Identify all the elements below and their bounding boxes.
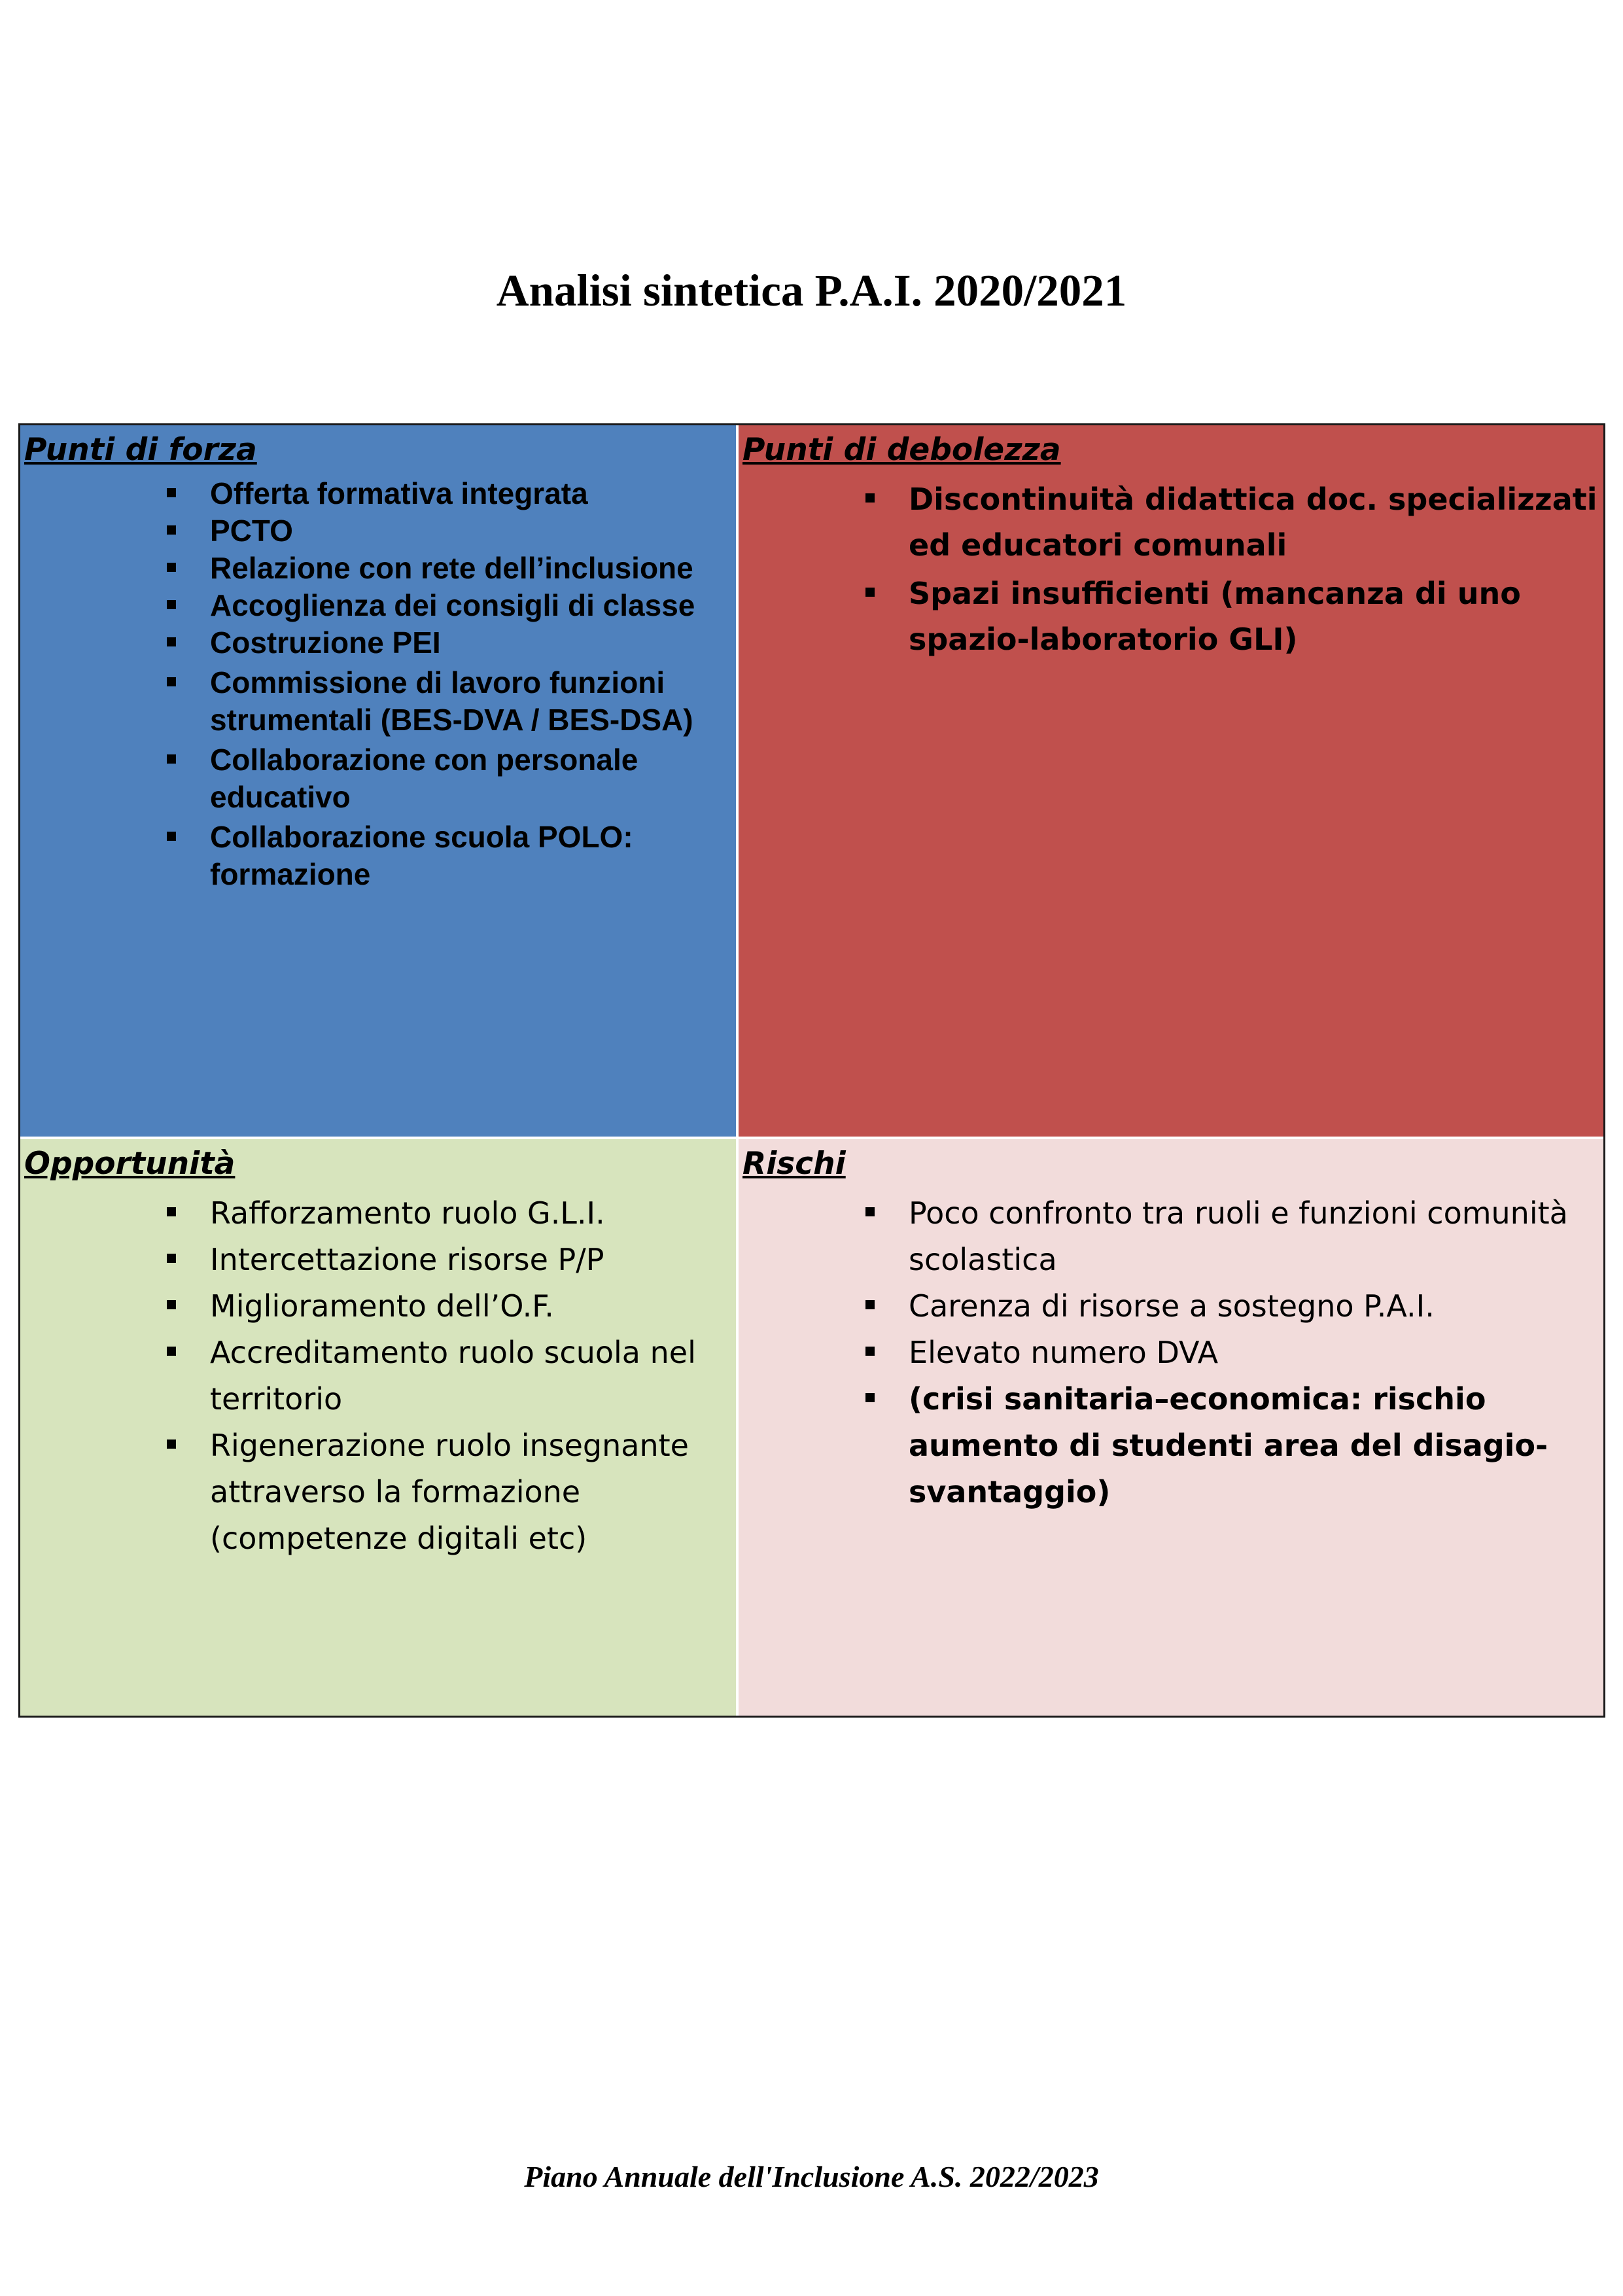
list-item: Collaborazione scuola POLO: formazione [167,819,729,893]
list-item: Collaborazione con personale educativo [167,741,729,816]
threats-list [865,1190,1603,1515]
threats-quadrant [739,1139,1603,1716]
list-item: Elevato numero DVA [865,1330,1603,1376]
list-item: Relazione con rete dell’inclusione [167,550,729,587]
list-item: Commissione di lavoro funzioni strumentali (BES-DVA / BES-DSA) [167,664,729,739]
opportunities-heading: Opportunità [24,1146,236,1182]
list-item: Spazi insufficienti (mancanza di uno spazio-laboratorio GLI) [865,571,1603,662]
swot-table [18,423,1605,1718]
strengths-quadrant [20,425,736,1137]
list-item: (crisi sanitaria–economica: rischio aumento di studenti area del disagio-svantaggio) [865,1376,1603,1515]
opportunities-list [167,1190,729,1562]
strengths-list [167,475,729,893]
opportunities-quadrant [20,1139,736,1716]
weaknesses-heading: Punti di debolezza [742,432,1061,468]
strengths-heading: Punti di forza [24,432,257,468]
list-item: Carenza di risorse a sostegno P.A.I. [865,1283,1603,1330]
document-title: Analisi sintetica P.A.I. 2020/2021 [496,266,1127,315]
list-item: Offerta formativa integrata [167,475,729,512]
weaknesses-quadrant [739,425,1603,1137]
list-item: Costruzione PEI [167,624,729,662]
page-footer: Piano Annuale dell'Inclusione A.S. 2022/2023 [524,2160,1099,2193]
weaknesses-list [865,476,1603,665]
list-item: Intercettazione risorse P/P [167,1237,729,1283]
list-item: Discontinuità didattica doc. specializzati ed educatori comunali [865,476,1603,568]
list-item: Rafforzamento ruolo G.L.I. [167,1190,729,1237]
list-item: Accreditamento ruolo scuola nel territorio [167,1330,729,1422]
list-item: Accoglienza dei consigli di classe [167,587,729,624]
list-item: Rigenerazione ruolo insegnante attraverso la formazione (competenze digitali etc) [167,1422,729,1562]
list-item: PCTO [167,512,729,550]
threats-heading: Rischi [742,1146,846,1182]
list-item: Miglioramento dell’O.F. [167,1283,729,1330]
list-item: Poco confronto tra ruoli e funzioni comunità scolastica [865,1190,1603,1283]
